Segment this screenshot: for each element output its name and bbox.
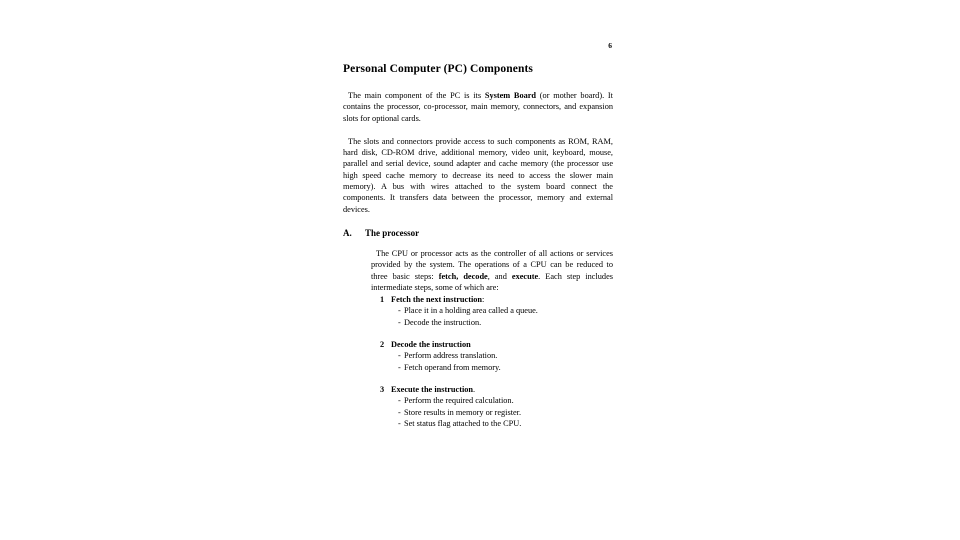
step-bullet-list: [371, 395, 613, 429]
paragraph-slots: [343, 136, 613, 215]
bullet-item: [398, 407, 613, 418]
document-content: [343, 62, 613, 429]
bullet-text: Set status flag attached to the CPU.: [404, 418, 522, 428]
bullet-text: Fetch operand from memory.: [404, 362, 501, 372]
step-title-punctuation: .: [473, 384, 476, 394]
emphasis-run: execute: [511, 271, 539, 281]
step-title-punctuation: :: [482, 295, 485, 305]
bullet-text: Perform address translation.: [404, 351, 498, 361]
bullet-text: Perform the required calculation.: [404, 396, 514, 406]
step-title: Fetch the next instruction:: [391, 295, 485, 305]
section-heading-processor: [343, 227, 613, 239]
bullet-item: [398, 350, 613, 361]
bullet-dash: -: [398, 362, 401, 372]
text-run: , and: [487, 271, 512, 281]
section-title: The processor: [365, 227, 420, 238]
bullet-text: Decode the instruction.: [404, 317, 482, 327]
bullet-dash: -: [398, 317, 401, 327]
bullet-text: Store results in memory or register.: [404, 407, 522, 417]
bullet-item: [398, 362, 613, 373]
bullet-item: [398, 317, 613, 328]
bullet-text: Place it in a holding area called a queue.: [404, 306, 538, 316]
text-run: (or mother board). It contains the processor, co-processor, main memory, connectors, and expansion slots for optional cards.: [343, 91, 613, 123]
text-run: The main component of the PC is its: [348, 91, 485, 100]
bullet-item: [398, 395, 613, 406]
step-heading: [380, 294, 613, 305]
step-heading: [380, 384, 613, 395]
emphasis-run: System Board: [484, 91, 537, 100]
step-bullet-list: [371, 305, 613, 328]
step-list: [371, 294, 613, 429]
step-item: [371, 294, 613, 328]
section-body: [371, 248, 613, 429]
step-item: [371, 384, 613, 429]
step-number: 3: [380, 384, 385, 394]
step-bullet-list: [371, 350, 613, 373]
bullet-dash: -: [398, 418, 401, 428]
step-item: [371, 339, 613, 373]
bullet-dash: -: [398, 306, 401, 316]
bullet-dash: -: [398, 351, 401, 361]
bullet-item: [398, 305, 613, 316]
emphasis-run: fetch, decode: [438, 271, 488, 281]
paragraph-intro: [343, 90, 613, 124]
bullet-item: [398, 418, 613, 429]
bullet-dash: -: [398, 396, 401, 406]
step-number: 2: [380, 340, 385, 350]
text-run: The CPU or processor acts as the controller of all actions or services provided by the system. The operations of a CPU can be reduced to three basic steps:: [371, 248, 613, 281]
step-heading: [380, 339, 613, 350]
bullet-dash: -: [398, 407, 401, 417]
page-number: 6: [608, 41, 612, 50]
step-title: Decode the instruction: [391, 340, 471, 350]
step-title: Execute the instruction.: [391, 384, 476, 394]
step-number: 1: [380, 295, 385, 305]
paragraph-cpu: [371, 248, 613, 293]
text-run: . Each step includes intermediate steps, some of which are:: [371, 271, 613, 292]
page-title: Personal Computer (PC) Components: [343, 63, 533, 75]
text-run: The slots and connectors provide access to such components as ROM, RAM, hard disk, CD-ROM drive, additional memory, video unit, keyboard, mouse, parallel and serial device, sound adapter and cache memory (the processor use high speed cache memory to decrease its need to access the slower main memory). A bus with wires attached to the system board connect the components. It transfers data between the processor, memory and external devices.: [343, 136, 613, 214]
section-marker: A.: [343, 227, 352, 238]
